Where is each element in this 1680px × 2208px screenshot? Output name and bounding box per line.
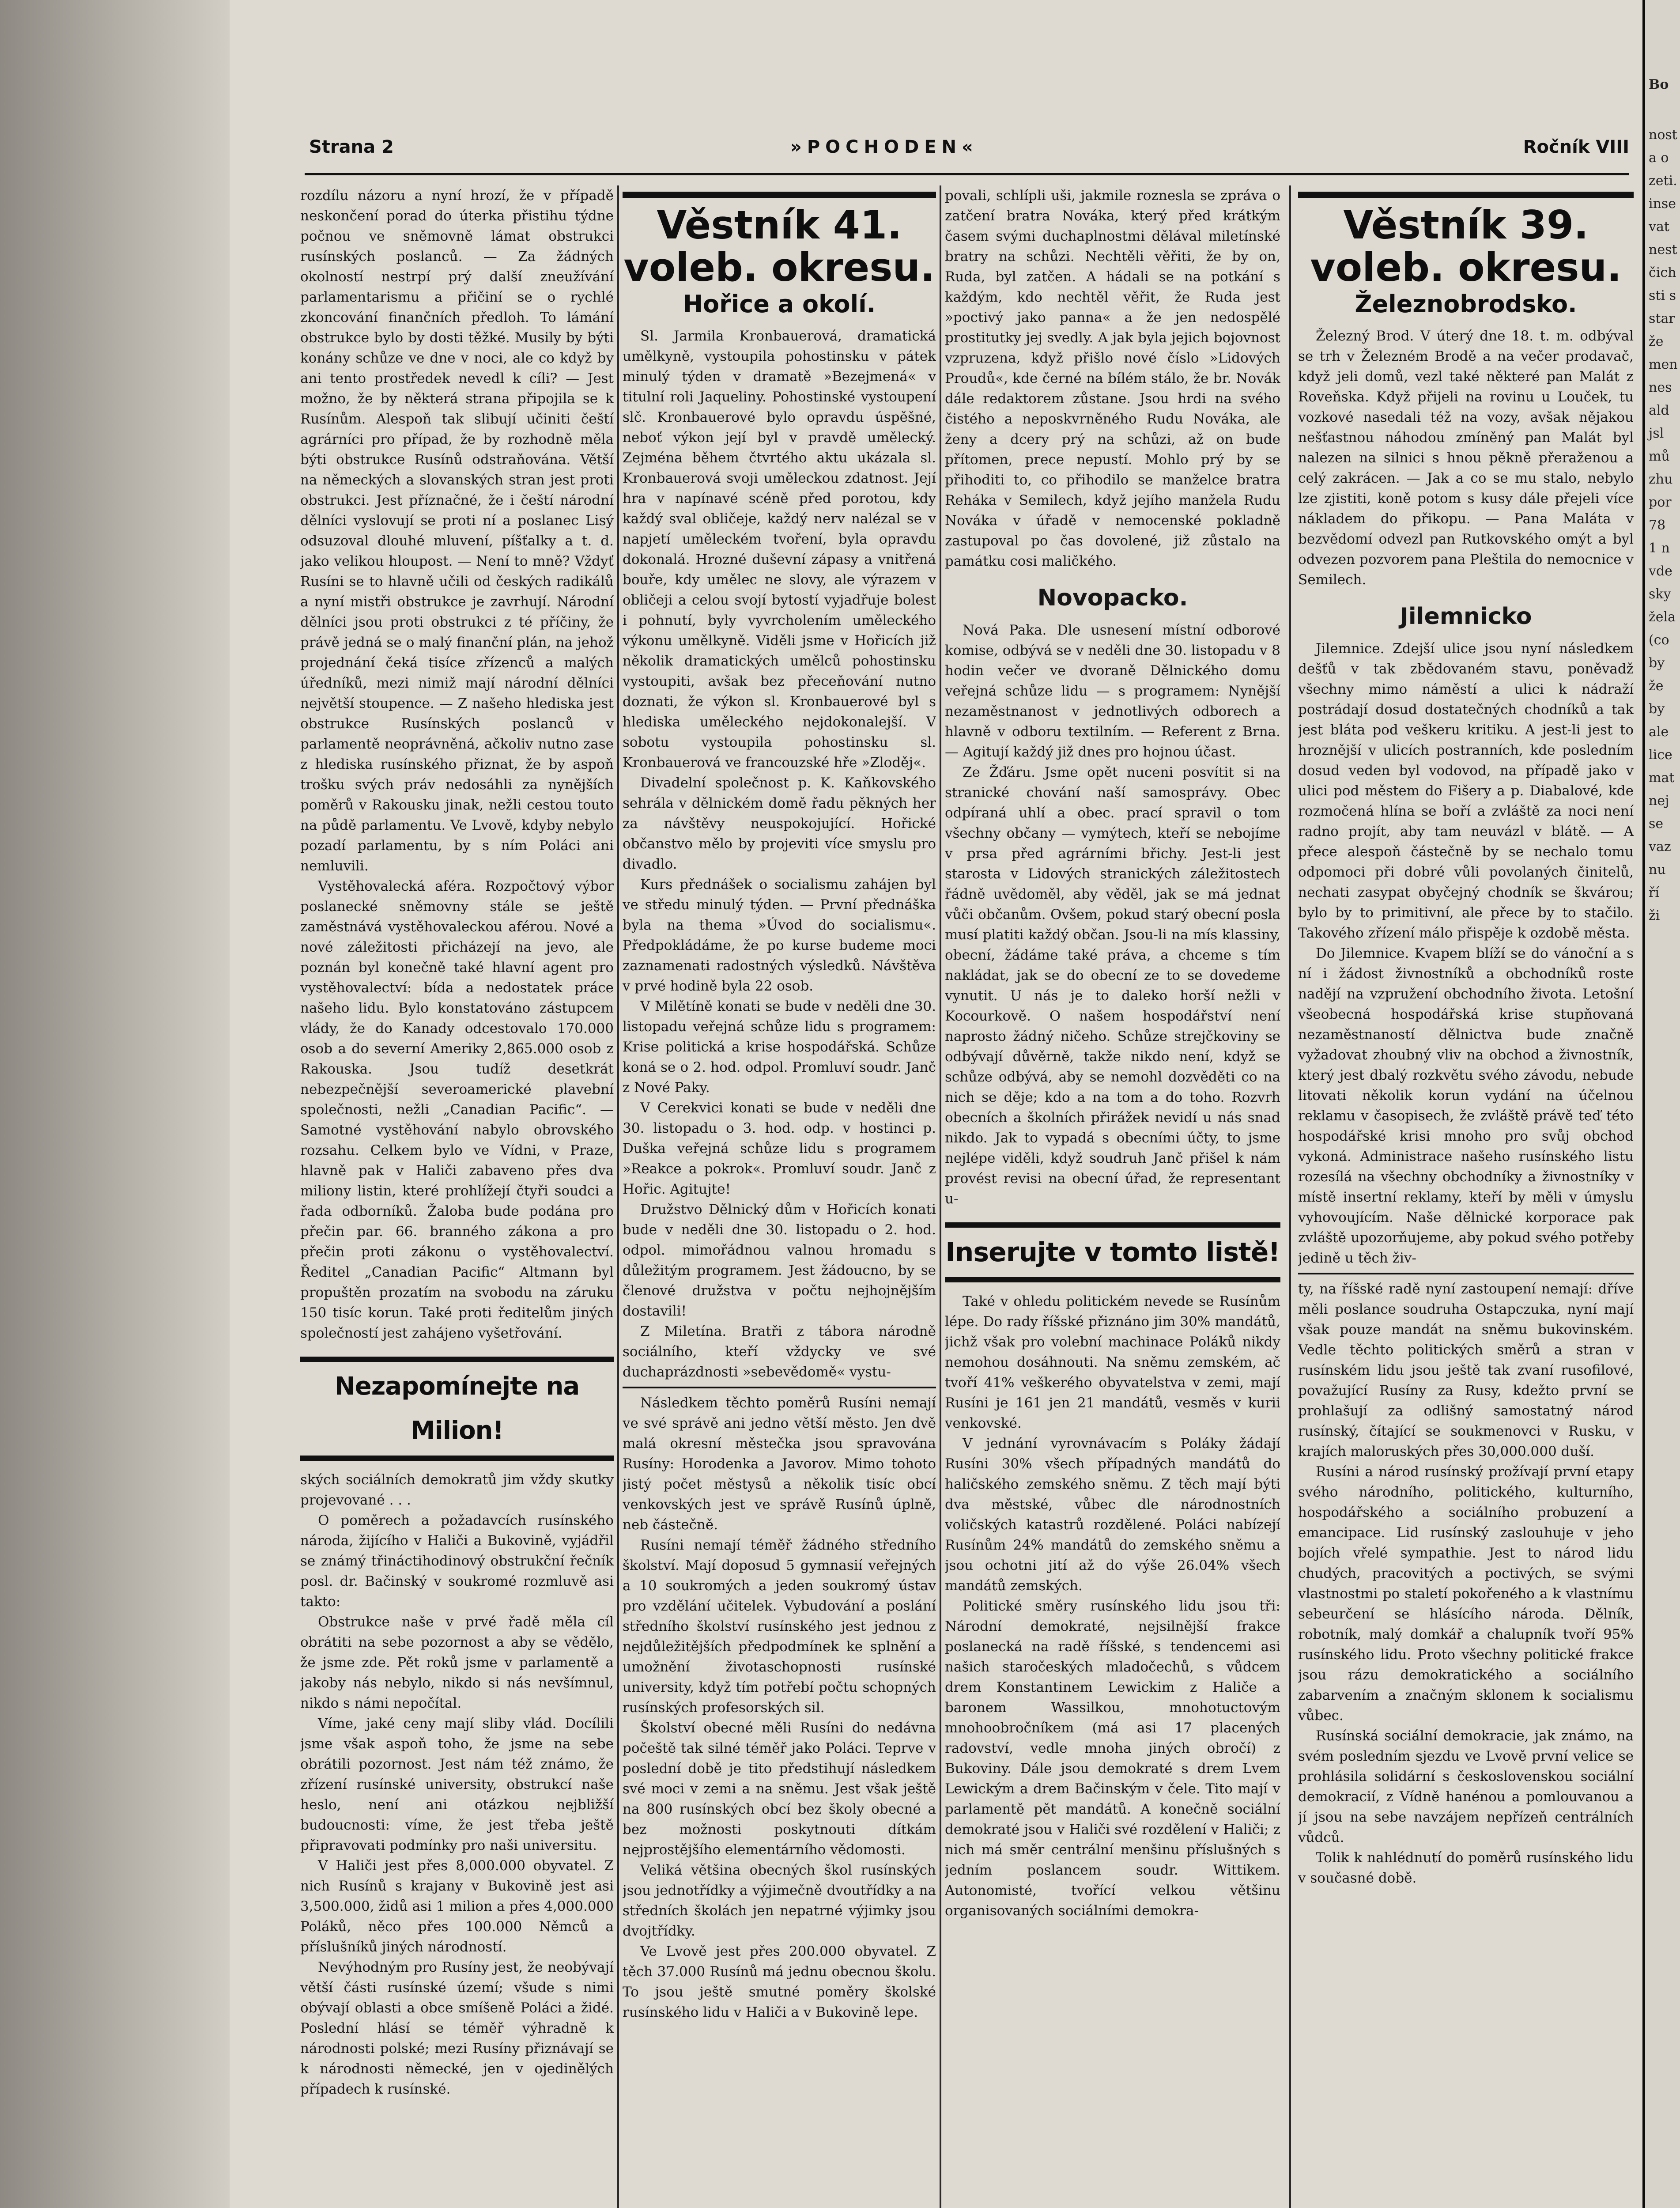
adjacent-page-text: ří [1649, 885, 1659, 900]
adjacent-page-text: že [1649, 678, 1664, 694]
article-paragraph: Družstvo Dělnický dům v Hořicích konati bude v neděli dne 30. listopadu o 2. hod. odpol. mimořádnou valnou hromadu s důležitým programem. Jest žádoucno, by se členové družstva v počtu nejhojnějším dostavili! [623, 1202, 936, 1319]
article-paragraph: Tolik k nahlédnutí do poměrů rusínského lidu v současné době. [1298, 1850, 1634, 1886]
article-paragraph: O poměrech a požadavcích rusínského národa, žijícího v Haliči a Bukovině, vyjádřil se známý třináctihodinový obstrukční řečník posl. dr. Bačinský v soukromé rozmluvě asi takto: [300, 1512, 614, 1610]
article-paragraph: Nevýhodným pro Rusíny jest, že neobývají větší části rusínské území; všude s nimi obývají oblasti a obce smíšeně Poláci a židé. Poslední hlásí se téměř výhradně k národnosti polské; mezi Rusíny přiznávají se k národnosti německé, jen v ojedinělých případech k rusínské. [300, 1959, 614, 2097]
article-paragraph: Ze Žďáru. Jsme opět nuceni posvítit si na stranické chování naší samosprávy. Obec odpíraná uhlí a obec. prací spravil o tom všechny občany — vymýtech, kteří se nebojíme v prsa před agrárními břichy. Jest-li jest starosta v Lidových stranických záležitostech řádně uvědoměl, aby věděl, jak se má jednat vůči občanům. Ovšem, pokud starý obecní posla musí platiti každý občan. Jsou-li na mís klassiny, obecní, žádáme také práva, a chceme s tím nakládat, jak se do obecní ze to se dovedeme vynutit. U nás je to daleko horší nežli v Kocourkově. O našem hospodářství není naprosto žádný ničeho. Schůze strejčkoviny se odbývají důvěrně, takže nikdo není, když se schůze odbývá, aby se nemohl dozvěděti co na nich se děje; kdo a na tom a do toho. Rozvrh obecních a školních přirážek nevidí u nás snad nikdo. Jak to vypadá s obecními účty, to jsme nejlépe viděli, když soudruh Janč přišel k nám provést revisi na obecní úřad, že representant u- [945, 764, 1280, 1207]
divider [1298, 1273, 1634, 1274]
adjacent-page-text: por [1649, 495, 1672, 510]
adjacent-page-text: sky [1649, 586, 1671, 602]
article-paragraph: Rusínská sociální demokracie, jak známo, na svém posledním sjezdu ve Lvově první velice se prohlásila solidární s československou sociální demokracií, z Vídně hanénou a pomlouvanou a jí jsou na sebe navzájem nepřízeň centrálních vůdců. [1298, 1728, 1634, 1845]
adjacent-page-text: jsl [1649, 426, 1664, 441]
adjacent-page-text: nes [1649, 380, 1672, 395]
section-title: Věstník 41. voleb. okresu. [623, 202, 935, 290]
article-paragraph: Ve Lvově jest přes 200.000 obyvatel. Z těch 37.000 Rusínů má jednu obecnou školu. To jsou ještě smutné poměry školské rusínského lidu v Haliči a v Bukovině lepe. [623, 1943, 936, 2020]
column-rule [940, 185, 941, 2208]
article-paragraph: Politické směry rusínského lidu jsou tři: Národní demokraté, nejsilnější frakce poslanecká na radě říšské, s tendencemi asi našich staročeských mladočechů, s vůdcem drem Konstantinem Lewickim z Haliče a baronem Wassilkou, mnohotuctovým mnohoobročníkem (má asi 17 placených radovství, vedle mnoha jiných obročí) z Bukoviny. Dále jsou demokraté s drem Lvem Lewickým a drem Bačinským v čele. Tito mají v parlamentě pět mandátů. A konečně sociální demokraté jsou v Haliči své rozdělení v Haliči; z nich má směr centrální menšinu příslušných s jedním poslancem soudr. Wittikem. Autonomisté, tvořící velkou většinu organisovaných sociálními demokra- [945, 1598, 1280, 1919]
article-paragraph: Rusíni nemají téměř žádného středního školství. Mají doposud 5 gymnasií veřejných a 10 soukromých a jeden soukromý ústav pro vzdělání učitelek. Vybudování a poslání středního školství rusínského jest jednou z nejdůležitějších předpodmínek ke splnění a umožnění životaschopnosti rusínské university, když tím potřebí počtu schopných rusínských profesorských sil. [623, 1537, 936, 1716]
adjacent-page-text: ale [1649, 724, 1669, 740]
article-paragraph: Kurs přednášek o socialismu zahájen byl ve středu minulý týden. — První přednáška byla na thema »Úvod do socialismu«. Předpokládáme, že po kurse budeme moci zaznamenati radostných výsledků. Návštěva v prvé hodině byla 22 osob. [623, 877, 936, 994]
adjacent-page-text: ži [1649, 908, 1660, 923]
divider [623, 1387, 936, 1388]
article-paragraph: Nová Paka. Dle usnesení místní odborové komise, odbývá se v neděli dne 30. listopadu v 8 hodin večer ve dvoraně Dělnického domu veřejná schůze lidu — s programem: Nynější nezaměstnanost v jednotlivých odborech a hlavně v odboru textilním. — Referent z Brna. — Agitují každý již dnes pro hojnou účast. [945, 622, 1280, 760]
adjacent-page-text: inse [1649, 196, 1676, 212]
article-paragraph: povali, schlípli uši, jakmile roznesla se zpráva o zatčení bratra Nováka, který před krátkým časem svými duchaplnostmi dělával miletínské bratry na schůzi. Nechtěli věřiti, že by on, Ruda, byl zatčen. A hádali se na potkání s každým, kdo nechtěl věřit, že Ruda jest »poctivý jako panna« a že jen nedospělé prostitutky jej svedly. A jak byla jejich bojovnost vzpruzena, když přišlo nové číslo »Lidových Proudů«, kde černé na bílém stálo, že br. Novák dále redaktorem zůstane. Jsou hrdi na svého čistého a neposkvrněného Rudu Nováka, ale ženy a dcery prý na schůzi, až on bude přítomen, prece nepustí. Mohlo prý by se přihoditi to, co přihodilo se manželce bratra Reháka v Semilech, když jejího manžela Rudu Nováka v úřadě v nemocenské pokladně zastupoval po čas dovolené, již zůstalo na památku cosi maličkého. [945, 188, 1280, 569]
box-rule [623, 192, 936, 198]
article-paragraph: Školství obecné měli Rusíni do nedávna počeště tak silné téměř jako Poláci. Teprve v poslední době je tito předstihují následkem své moci v zemi a na sněmu. Jest však ještě na 800 rusínských obcí bez školy obecné a bez možnosti poskytnouti dítkám nejprostějšího elementárního vědomosti. [623, 1720, 936, 1858]
adjacent-page-text: nost [1649, 127, 1677, 143]
newspaper-title: »POCHODEN« [790, 137, 978, 157]
adjacent-page-text: se [1649, 816, 1664, 832]
article-paragraph: Jilemnice. Zdejší ulice jsou nyní následkem dešťů v tak zbědovaném stavu, poněvadž všechny mimo náměstí a ulici k nádraží postrádají dosud dostatečných chodníků a tak jest bláta pod veškeru kritiku. A jest-li jest to hroznější v ulicích postranních, kde posledním dosud veden byl vodovod, na případě jako v ulici pod městem do Fišery a p. Diabalové, kde rozmočená hlína se boří a zvláště za noci není radno projít, aby tam neuvázl v blátě. — A přece alespoň částečně by se nechalo tomu odpomoci při dobré vůli povolaných činitelů, nechati zasypat obyčejný chodník se škvárou; bylo by to primitivní, ale přece by to stačilo. Takového zřízení málo přispěje k ozdobě města. [1298, 641, 1634, 941]
header-rule [305, 173, 1629, 175]
article-paragraph: V Cerekvici konati se bude v neděli dne 30. listopadu o 3. hod. odp. v hostinci p. Duška veřejná schůze lidu s programem »Reakce a pokrok«. Promluví soudr. Janč z Hořic. Agitujte! [623, 1100, 936, 1197]
article-paragraph: Z Miletína. Bratři z tábora národně sociálního, kteří vždycky ve své duchaprázdnosti »sebevědomě« vystu- [623, 1323, 936, 1380]
article-paragraph: Sl. Jarmila Kronbauerová, dramatická umělkyně, vystoupila pohostinsku v pátek minulý týden v dramatě »Bezejmená« v titulní roli Jaqueliny. Pohostinské vystoupení slč. Kronbauerové bylo opravdu úspěšné, neboť výkon její byl v pravdě umělecký. Zejména během čtvrtého aktu ukázala sl. Kronbauerová svoji uměleckou zdatnost. Její hra v napínavé scéně před porotou, kdy každý sval obličeje, každý nerv nalézal se v napjetí uměleckém tvoření, byla opravdu dokonalá. Hrozné duševní zápasy a vnitřená bouře, kdy umělec ne slovy, ale výrazem v obličeji a celou svojí bytostí vyjadřuje bolest i pohnutí, byly vyvrcholením uměleckého výkonu umělkyně. Viděli jsme v Hořicích již několik dramatických umělců pohostinsku vystoupiti, avšak bez přeceňování nutno doznati, že výkon sl. Kronbauerové byl s hlediska uměleckého nejdokonalejší. V sobotu vystoupila pohostinsku sl. Kronbauerová ve francouzské hře »Zloděj«. [623, 328, 936, 771]
adjacent-page-text: 78 [1649, 518, 1666, 533]
section-subtitle: Železnobrodsko. [1355, 290, 1577, 318]
article-paragraph: Obstrukce naše v prvé řadě měla cíl obrátiti na sebe pozornost a aby se vědělo, že jsme zde. Pět roků jsme v parlamentě a jakoby nás nebylo, nikdo si nás nevšímnul, nikdo s námi nepočítal. [300, 1614, 614, 1711]
section-title: Věstník 39. voleb. okresu. [1310, 202, 1622, 290]
adjacent-page-text: ald [1649, 403, 1669, 418]
article-paragraph: Následkem těchto poměrů Rusíni nemají ve své správě ani jedno větší město. Jen dvě malá okresní městečka jsou spravována Rusíny: Horodenka a Javorov. Mimo tohoto jistý počet městysů a několik tisíc obcí venkovských jest ve správě Rusínů úplně, neb částečně. [623, 1395, 936, 1533]
adjacent-page-text: čich [1649, 265, 1676, 280]
section-heading: Novopacko. [1037, 585, 1188, 611]
adjacent-page-text: a o [1649, 150, 1669, 166]
column-rule [1289, 185, 1291, 2208]
box-rule [1298, 192, 1634, 198]
adjacent-page-text: vde [1649, 563, 1672, 579]
column-4 [1298, 185, 1634, 2208]
article-paragraph: Víme, jaké ceny mají sliby vlád. Docílili jsme však aspoň toho, že jsme na sebe obrátili pozornost. Jest nám též známo, že zřízení rusínské university, obstrukcí naše heslo, není ani otázkou nejbližší budoucnosti: víme, že jest třeba ještě připravovati podmínky pro naši universitu. [300, 1716, 614, 1853]
adjacent-page-text: sti s [1649, 288, 1676, 303]
adjacent-page-text: Bo [1649, 77, 1669, 92]
volume-number: Ročník VIII [1523, 137, 1629, 157]
article-paragraph: Veliká většina obecných škol rusínských jsou jednotřídky a výjimečně dvoutřídky a na středních školách jen nepatrné výjimky jsou dvojtřídky. [623, 1862, 936, 1939]
section-subtitle: Hořice a okolí. [683, 290, 876, 318]
advert-banner: Nezapomínejte na Milion! [300, 1357, 614, 1461]
section-heading: Jilemnicko [1400, 603, 1532, 630]
column-2 [623, 185, 936, 2208]
adjacent-page-text: nest [1649, 242, 1677, 257]
adjacent-page-text: nu [1649, 862, 1666, 877]
article-paragraph: Rusíni a národ rusínský prožívají první etapy svého národního, politického, kulturního, hospodářského a sociálního probuzení a emancipace. Lid rusínský zaslouhuje v jeho bojích vřelé sympathie. Jest to národ lidu chudých, pracovitých a poctivých, se svými vlastnostmi po staletí pokořeného a k vlastnímu sebeurčení se hlásícího národa. Dělník, robotník, malý domkář a chalupník tvoří 95% rusínského lidu. Proto všechny politické frakce jsou rázu demokratického a sociálního zabarvením a značným sklonem k socialismu vůbec. [1298, 1464, 1634, 1724]
book-binding [0, 0, 230, 2208]
adjacent-page-text: star [1649, 311, 1675, 326]
adjacent-page-text: nej [1649, 793, 1669, 809]
adjacent-page-text: vaz [1649, 839, 1671, 854]
article-paragraph: Také v ohledu politickém nevede se Rusínům lépe. Do rady říšské přiznáno jim 30% mandátů, jichž však pro volební machinace Poláků nikdy nemohou dosáhnouti. Na sněmu zemském, ač tvoří 41% veškerého obyvatelstva v zemi, mají Rusíni je 161 jen 21 mandátů, vesměs v kurii venkovské. [945, 1293, 1280, 1431]
article-paragraph: Vystěhovalecká aféra. Rozpočtový výbor poslanecké sněmovny stále se ještě zaměstnává vystěhovaleckou aférou. Nové a nové záležitosti přicházejí na jevo, ale poznán byl konečně také hlavní agent pro vystěhovalectví: bída a nedostatek práce našeho lidu. Bylo konstatováno zástupcem vlády, že do Kanady odcestovalo 170.000 osob a do severní Ameriky 2,865.000 osob z Rakouska. Jsou tudíž desetkrát nebezpečnější severoamerické plavební společnosti, nežli „Canadian Pacific“. — Samotné vystěhování nabylo obrovského rozsahu. Celkem bylo ve Vídni, v Praze, hlavně pak v Haliči zabaveno přes dva miliony listin, které prohlížejí čtyři soudci a řada odborníků. Žaloba bude podána pro přečin par. 66. branného zákona a pro přečin proti zákonu o vystěhovalectví. Ředitel „Canadian Pacific“ Altmann byl propuštěn prozatím na svobodu na záruku 150 tisíc korun. Také proti ředitelům jiných společností jest zahájeno vyšetřování. [300, 878, 614, 1341]
article-paragraph: ských sociálních demokratů jim vždy skutky projevované . . . [300, 1472, 614, 1508]
adjacent-page-text: mů [1649, 449, 1670, 464]
adjacent-page-text: lice [1649, 747, 1672, 763]
column-rule [617, 185, 619, 2208]
advert-banner: Inserujte v tomto listě! [945, 1222, 1280, 1282]
article-paragraph: V jednání vyrovnávacím s Poláky žádají Rusíni 30% všech případných mandátů do haličského zemského sněmu. Z těch mají býti dva městské, vůbec dle národnostních voličských katastrů rozdělené. Poláci nabízejí Rusínům 24% mandátů do zemského sněmu a jsou ochotni jití až do výše 26.04% všech mandátů zemských. [945, 1436, 1280, 1594]
adjacent-page-edge [1642, 0, 1680, 2208]
adjacent-page-text: zeti. [1649, 173, 1677, 189]
article-paragraph: ty, na říšské radě nyní zastoupení nemají: dříve měli poslance soudruha Ostapczuka, nyní mají však pouze mandát na sněmu bukovinském. Vedle těchto politických směrů a stran v rusínském lidu jsou ještě tak zvaní rusofilové, považující Rusíny za Rusy, kdežto první se prohlašují za odlišný samostatný národ rusínský, čítající se soukmenovci v Rusku, v krajích maloruských přes 30,000.000 duší. [1298, 1281, 1634, 1459]
article-paragraph: Divadelní společnost p. K. Kaňkovského sehrála v dělnickém domě řadu pěkných her za návštěvy neuspokojující. Hořické občanstvo mělo by projeviti více smyslu pro divadlo. [623, 775, 936, 872]
adjacent-page-text: žela [1649, 609, 1676, 625]
adjacent-page-text: zhu [1649, 472, 1673, 487]
running-head [309, 132, 1629, 168]
page-number: Strana 2 [309, 137, 394, 157]
adjacent-page-text: 1 n [1649, 541, 1670, 556]
adjacent-page-text: by [1649, 655, 1665, 671]
adjacent-page-text: že [1649, 334, 1664, 349]
adjacent-page-text: by [1649, 701, 1665, 717]
article-paragraph: V Milětíně konati se bude v neděli dne 30. listopadu veřejná schůze lidu s programem: Krise politická a krise hospodářská. Schůze koná se o 2. hod. odpol. Promluví soudr. Janč z Nové Paky. [623, 998, 936, 1096]
column-1 [300, 185, 614, 2208]
article-paragraph: V Haliči jest přes 8,000.000 obyvatel. Z nich Rusínů s krajany v Bukovině jest asi 3,500.000, židů asi 1 milion a přes 4,000.000 Poláků, něco přes 100.000 Němců a příslušníků jiných národností. [300, 1858, 614, 1955]
adjacent-page-text: mat [1649, 770, 1675, 786]
article-paragraph: Do Jilemnice. Kvapem blíží se do vánoční a s ní i žádost živnostníků a obchodníků roste nadějí na vzpružení obchodního života. Letošní všeobecná hospodářská krise stupňovaná nezaměstnaností dělnictva bude značně vyžadovat zhoubný vliv na obchod a živnostník, který jest dbalý rozkvětu svého závodu, nebude litovati několik korun vydání na účelnou reklamu v časopisech, že zvláště právě teď této hospodářské krisi mnoho pro svůj obchod vykoná. Administrace našeho rusínského listu rozesílá na všechny obchodníky a živnostníky v místě insertní reklamy, kteří by měli v úmyslu vyhovoujícím. Naše dělnické korporace pak zvláště upozorňujeme, aby pokud svého potřeby jedině u těch živ- [1298, 945, 1634, 1266]
adjacent-page-text: (co [1649, 632, 1669, 648]
adjacent-page-text: men [1649, 357, 1678, 372]
article-paragraph: Železný Brod. V úterý dne 18. t. m. odbýval se trh v Železném Brodě a na večer prodavač, když jeli domů, vezl také některé pan Malát z Roveňska. Když přijeli na rovinu u Louček, tu vozkové nasedali též na vozy, avšak nějakou nešťastnou náhodou zmíněný pan Malát byl nalezen na silnici s hnou pěkně přeraženou a celý zakrácen. — Jak a co se mu stalo, nebylo lze zjistiti, koně potom s kusy dále přejeli více nákladem do přikopu. — Pana Maláta v bezvědomí odvezl pan Rutkovského omýt a byl odvezen pozvorem pana Pleštila do nemocnice v Semilech. [1298, 328, 1634, 588]
adjacent-page-text: vat [1649, 219, 1669, 234]
article-paragraph: rozdílu názoru a nyní hrozí, že v případě neskončení porad do úterka přistihu týdne počnou ve sněmovně lámat obstrukci rusínských poslanců. — Za žádných okolností nestrpí prý další zneužívání parlamentarismu a přičiní se o rychlé zkoncování finančních předloh. To lámání obstrukce bylo by dosti těžké. Musily by býti konány schůze ve dne v noci, ale co když by ani tento prostředek nevedl k cíli? — Jest možno, že by některá strana připojila se k Rusínům. Alespoň tak slibují učiniti čeští agrárníci pro případ, že by rozhodně měla býti obstrukce Rusínů odstraňována. Větší na německých a slovanských stran jest proti obstrukci. Jest příznačné, že i čeští národní dělníci vyslovují se proti ní a poslanec Lisý odsuzoval dlouhé mluvení, píšťalky a t. d. jako velikou hloupost. — Není to mně? Vždyť Rusíni se to hlavně učili od českých radikálů a nyní mistři obstrukce je zavrhují. Národní dělníci jsou proti obstrukci z té příčiny, že právě jedná se o malý finanční plán, na jehož projednání čeká tisíce zřízenců a malých úředníků, mezi nimiž mají národní dělníci největší stoupence. — Z našeho hlediska jest obstrukce Rusínských poslanců v parlamentě neoprávněná, ačkoliv nutno zase z hlediska rusínského přiznat, že by aspoň trošku svých práv nedosáhli za nynějších poměrů v Rakousku jinak, nežli cestou touto na půdě parlamentu. Ve Lvově, kdyby nebylo pozadí parlamentu, by s ním Poláci ani nemluvili. [300, 188, 614, 874]
column-3 [945, 185, 1280, 2208]
